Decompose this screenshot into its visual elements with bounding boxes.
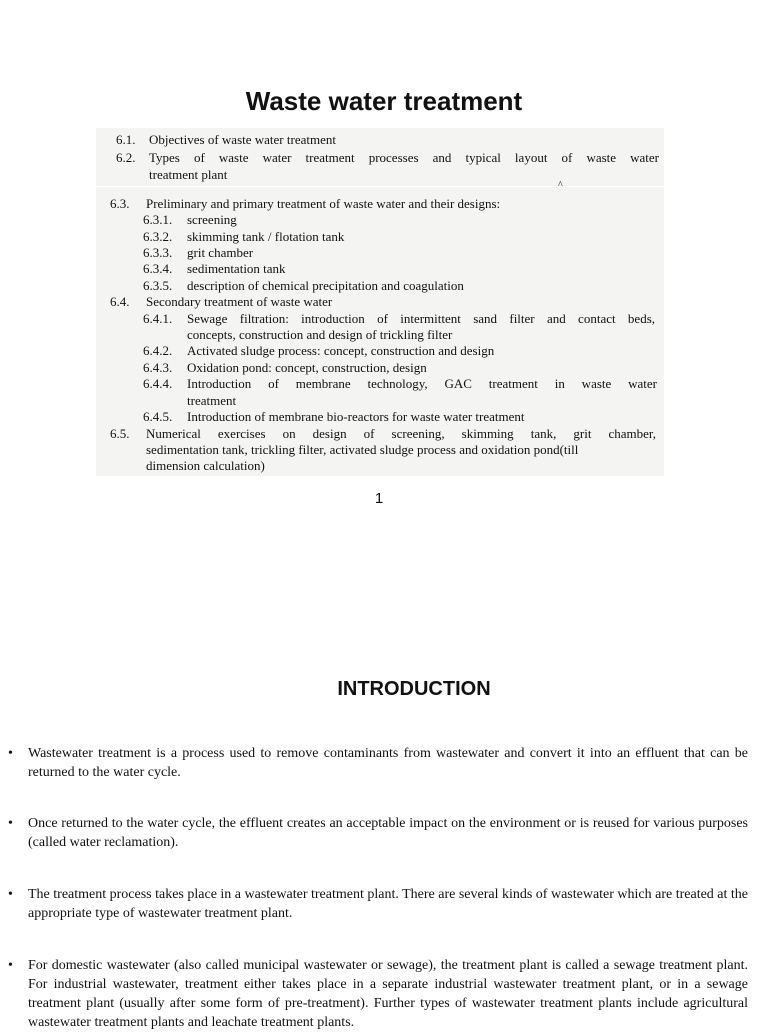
toc-line: 6.4.5. Introduction of membrane bio-reactors for waste water treatment: [143, 409, 525, 424]
toc-line: treatment plant: [149, 167, 228, 182]
scan-separator: [96, 186, 664, 187]
toc-line: 6.3. Preliminary and primary treatment of waste water and their designs:: [110, 196, 501, 211]
slide-title: INTRODUCTION: [337, 678, 491, 700]
bullet-item: [8, 956, 748, 1032]
toc-line: 6.5. Numerical exercises on design of screening, skimming tank, grit chamber,: [110, 426, 656, 441]
toc-line: treatment: [187, 393, 237, 408]
bullet-text: Once returned to the water cycle, the effluent creates an acceptable impact on the environment or is reused for various purposes (called water reclamation).: [28, 816, 748, 850]
bullet-text: Wastewater treatment is a process used to remove contaminants from wastewater and convert it into an effluent that can be returned to the water cycle.: [28, 746, 748, 780]
toc-line: 6.3.4. sedimentation tank: [143, 261, 286, 276]
bullet-item: [8, 814, 748, 852]
bullet-text: The treatment process takes place in a wastewater treatment plant. There are several kinds of wastewater which are treated at the appropriate type of wastewater treatment plant.: [28, 887, 749, 921]
toc-line: dimension calculation): [146, 458, 265, 473]
bullet-item: [8, 744, 748, 782]
toc-line: 6.4.2. Activated sludge process: concept, construction and design: [143, 343, 495, 358]
bullet-text: For domestic wastewater (also called municipal wastewater or sewage), the treatment plant is called a sewage treatment plant. For industrial wastewater, treatment either takes place in a separate industrial wastewater treatment plant, or in a sewage treatment plant (usually after some form of pre-treatment). Further types of wastewater treatment plants include agricultural wastewater treatment plants and leachate treatment plants.: [28, 958, 748, 1030]
toc-line: 6.1. Objectives of waste water treatment: [116, 132, 336, 147]
bullet-icon: •: [8, 746, 13, 761]
toc-line: concepts, construction and design of trickling filter: [187, 327, 453, 342]
toc-line: sedimentation tank, trickling filter, activated sludge process and oxidation pond(till: [146, 442, 579, 457]
bullet-item: [8, 885, 748, 923]
toc-line: 6.4.3. Oxidation pond: concept, construction, design: [143, 360, 427, 375]
bullet-icon: •: [8, 887, 13, 902]
toc-line: 6.3.2. skimming tank / flotation tank: [143, 229, 345, 244]
toc-line: 6.4.1. Sewage filtration: introduction of intermittent sand filter and contact beds,: [143, 311, 655, 326]
toc-line: 6.3.5. description of chemical precipitation and coagulation: [143, 278, 464, 293]
scanned-syllabus-image: [96, 128, 664, 476]
scan-mark: ^: [558, 180, 563, 191]
toc-line: 6.4. Secondary treatment of waste water: [110, 294, 333, 309]
toc-line: 6.2. Types of waste water treatment processes and typical layout of waste water: [116, 150, 659, 165]
bullet-icon: •: [8, 958, 13, 973]
slide-title: Waste water treatment: [245, 86, 523, 116]
bullet-icon: •: [8, 816, 13, 831]
toc-line: 6.3.3. grit chamber: [143, 245, 254, 260]
page-number: 1: [374, 490, 384, 507]
toc-line: 6.3.1. screening: [143, 212, 237, 227]
toc-line: 6.4.4. Introduction of membrane technology, GAC treatment in waste water: [143, 376, 657, 391]
